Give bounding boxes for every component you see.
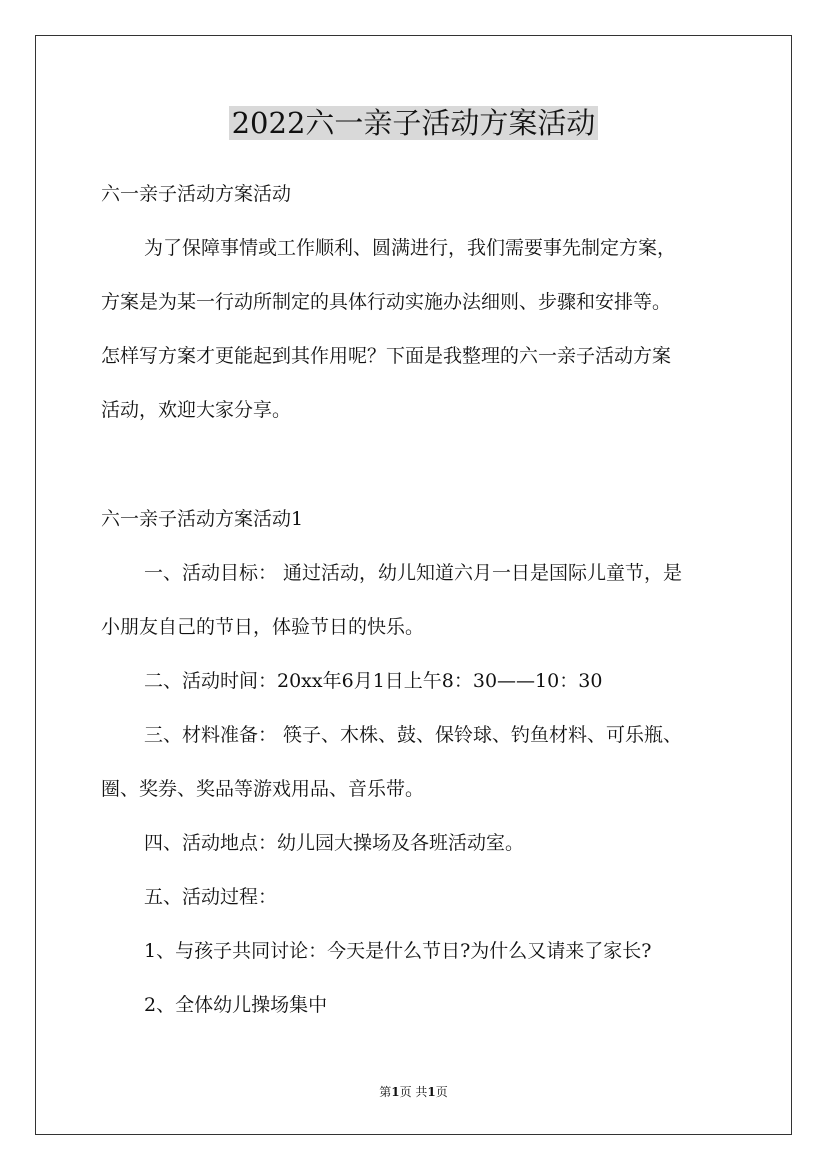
footer-page-number: 1 [391, 1085, 400, 1099]
paragraph-line: 小朋友自己的节日，体验节日的快乐。 [101, 616, 425, 638]
footer-prefix: 第 [379, 1085, 392, 1099]
footer-mid: 页 共 [399, 1085, 428, 1099]
paragraph-line: 四、活动地点：幼儿园大操场及各班活动室。 [144, 832, 525, 854]
paragraph-line: 二、活动时间：20xx年6月1日上午8：30——10：30 [144, 670, 603, 692]
document-title-text: 2022六一亲子活动方案活动 [229, 106, 599, 140]
section-heading: 六一亲子活动方案活动1 [101, 508, 304, 530]
paragraph-line: 为了保障事情或工作顺利、圆满进行，我们需要事先制定方案， [144, 237, 677, 259]
paragraph-line: 一、活动目标： 通过活动，幼儿知道六月一日是国际儿童节，是 [144, 562, 683, 584]
paragraph-line: 圈、奖券、奖品等游戏用品、音乐带。 [101, 778, 425, 800]
paragraph-line: 三、材料准备： 筷子、木株、鼓、保铃球、钓鱼材料、可乐瓶、 [144, 724, 683, 746]
footer-suffix: 页 [435, 1085, 448, 1099]
paragraph-line: 1、与孩子共同讨论：今天是什么节日?为什么又请来了家长? [144, 940, 652, 962]
page-footer [0, 1084, 827, 1100]
paragraph-line: 五、活动过程： [144, 886, 278, 908]
document-title [0, 104, 827, 142]
paragraph-line: 方案是为某一行动所制定的具体行动实施办法细则、步骤和安排等。 [101, 291, 672, 313]
paragraph-line: 2、全体幼儿操场集中 [144, 994, 328, 1016]
footer-page-total: 1 [427, 1085, 436, 1099]
paragraph-line: 活动，欢迎大家分享。 [101, 399, 292, 421]
paragraph-line: 怎样写方案才更能起到其作用呢？下面是我整理的六一亲子活动方案 [101, 345, 672, 367]
document-subtitle: 六一亲子活动方案活动 [101, 183, 292, 205]
